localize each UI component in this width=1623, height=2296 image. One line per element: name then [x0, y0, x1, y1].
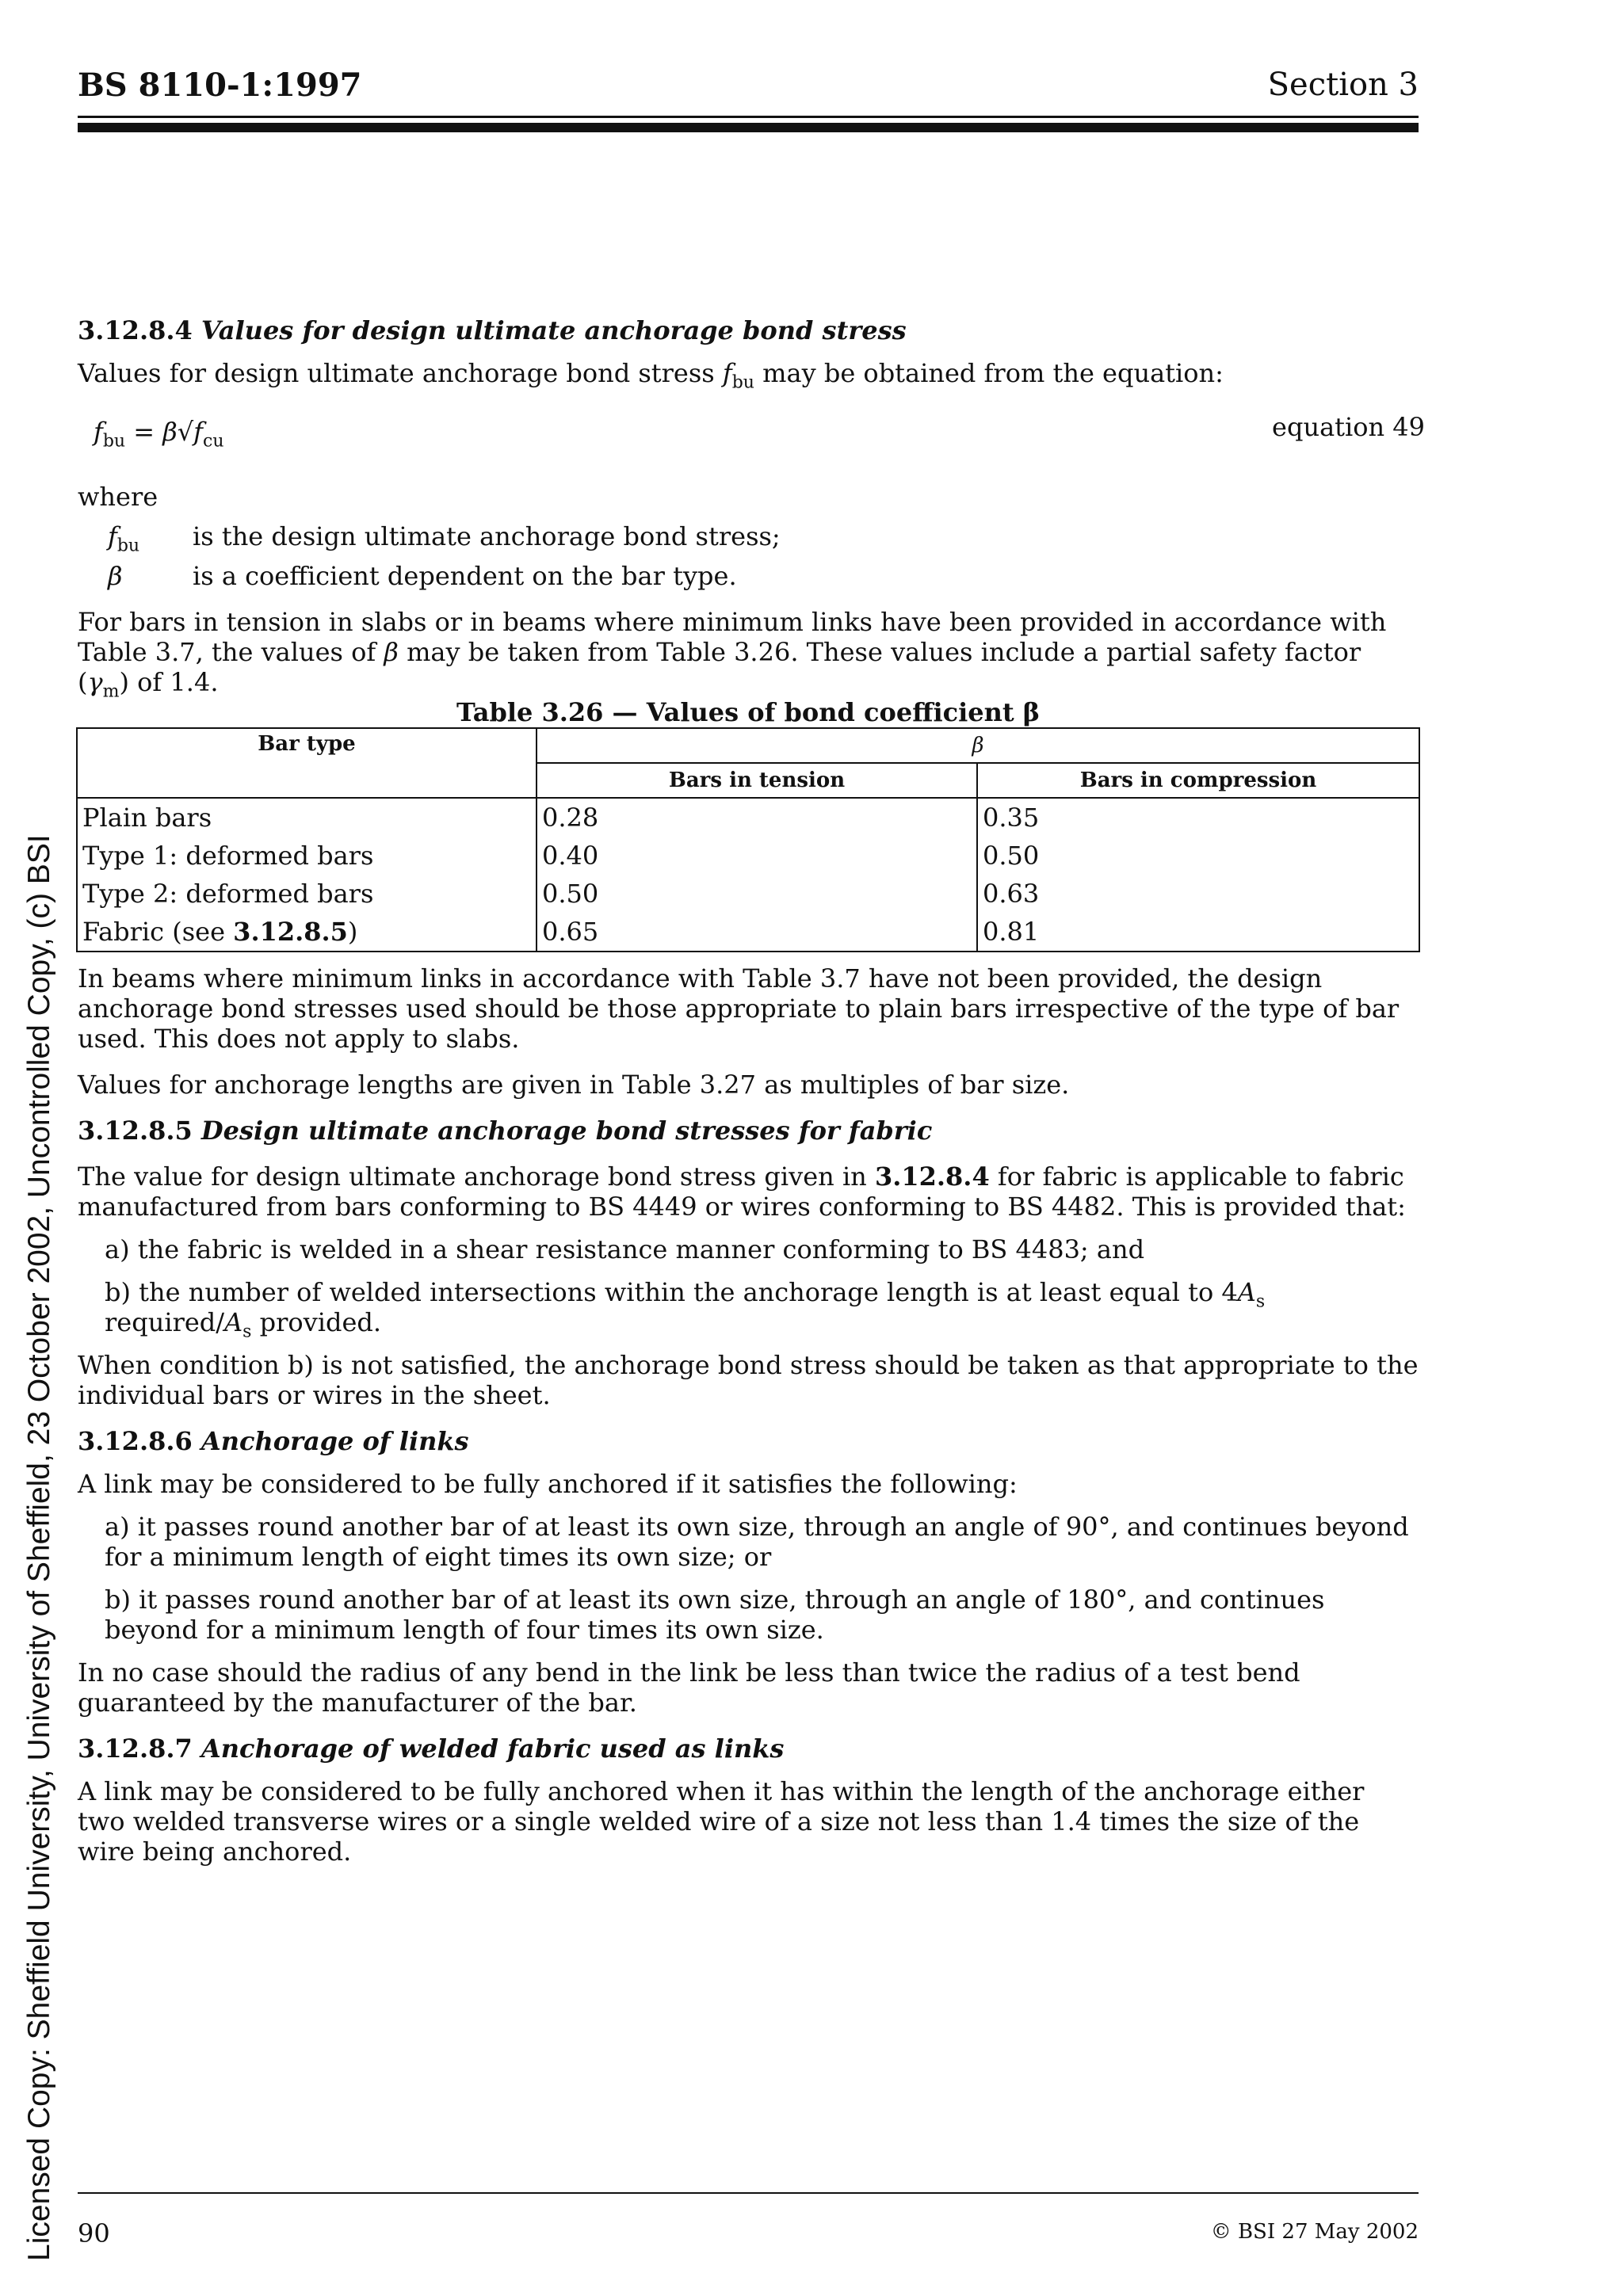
welded-fabric-paragraph: A link may be considered to be fully anchored when it has within the length of the anchorage either two welded transverse wires or a single welded wire of a size not less than 1.4 times the size of the wire being anchored. — [78, 1776, 1365, 1867]
links-paragraph: A link may be considered to be fully anchored if it satisfies the following: — [78, 1469, 1018, 1499]
bend-radius-paragraph: In no case should the radius of any bend in the link be less than twice the radius of a test bend guaranteed by the manufacturer of the bar. — [78, 1657, 1300, 1718]
table-row: Type 2: deformed bars 0.50 0.63 — [77, 875, 1419, 913]
beams-paragraph: In beams where minimum links in accordance with Table 3.7 have not been provided, the design anchorage bond stresses used should be those appropriate to plain bars irrespective of the type of bar used. This does not apply to slabs. — [78, 963, 1400, 1054]
standard-number: BS 8110-1:1997 — [78, 67, 362, 104]
copyright: © BSI 27 May 2002 — [1210, 2220, 1419, 2244]
definition-beta: β is a coefficient dependent on the bar type. — [108, 561, 737, 591]
fabric-condition-b: b) the number of welded intersections within the anchorage length is at least equal to $4A_s$ required/$A_s$ provided. — [105, 1277, 1266, 1342]
section-label: Section 3 — [1267, 67, 1419, 103]
header-tension: Bars in tension — [537, 763, 977, 798]
license-watermark: Licensed Copy: Sheffield University, University of Sheffield, 23 October 2002, Uncontrolled Copy, (c) BSI — [22, 834, 56, 2261]
table-title: Table 3.26 — Values of bond coefficient β — [456, 697, 1041, 727]
definition-fbu: $f_{bu}$ is the design ultimate anchorage bond stress; — [108, 521, 781, 556]
header-compression: Bars in compression — [977, 763, 1419, 798]
header-rule-thick — [78, 123, 1419, 132]
page-number: 90 — [78, 2218, 110, 2248]
heading-3-12-8-5: 3.12.8.5 Design ultimate anchorage bond stresses for fabric — [78, 1116, 933, 1146]
equation-49 — [78, 412, 1425, 452]
where-label: where — [78, 482, 158, 512]
equation-label: equation 49 — [1272, 412, 1425, 442]
intro-paragraph: Values for design ultimate anchorage bond stress $f_{bu}$ may be obtained from the equation: — [78, 358, 1224, 393]
equation-formula: $f_{bu} = \beta√f_{cu}$ — [94, 417, 224, 452]
footer-rule — [78, 2192, 1419, 2194]
tension-paragraph: For bars in tension in slabs or in beams where minimum links have been provided in accordance with Table 3.7, the values of β may be taken from Table 3.26. These values include a partial safety factor $(\gamma_m)$ of 1.4. — [78, 607, 1387, 702]
table-row: Fabric (see 3.12.8.5) 0.65 0.81 — [77, 913, 1419, 952]
page-body — [78, 315, 1425, 1867]
bond-coefficient-table — [76, 727, 1420, 952]
fabric-paragraph: The value for design ultimate anchorage bond stress given in 3.12.8.4 for fabric is applicable to fabric manufactured from bars conforming to BS 4449 or wires conforming to BS 4482. This is provided that: — [78, 1161, 1406, 1222]
header-beta: β — [537, 728, 1419, 763]
table-row: Type 1: deformed bars 0.40 0.50 — [77, 837, 1419, 875]
heading-3-12-8-6: 3.12.8.6 Anchorage of links — [78, 1426, 469, 1456]
heading-3-12-8-4: 3.12.8.4 Values for design ultimate anchorage bond stress — [78, 315, 907, 345]
link-condition-b: b) it passes round another bar of at least its own size, through an angle of 180°, and continues beyond for a minimum length of four times its own size. — [105, 1585, 1325, 1645]
condition-b-paragraph: When condition b) is not satisfied, the anchorage bond stress should be taken as that appropriate to the individual bars or wires in the sheet. — [78, 1350, 1419, 1410]
header-rule-thin — [78, 116, 1419, 118]
fabric-condition-a: a) the fabric is welded in a shear resistance manner conforming to BS 4483; and — [105, 1234, 1145, 1264]
heading-3-12-8-7: 3.12.8.7 Anchorage of welded fabric used as links — [78, 1733, 785, 1764]
header-bar-type: Bar type — [77, 728, 537, 798]
table-row: Plain bars 0.28 0.35 — [77, 798, 1419, 837]
anchorage-lengths-paragraph: Values for anchorage lengths are given in Table 3.27 as multiples of bar size. — [78, 1070, 1070, 1100]
link-condition-a: a) it passes round another bar of at least its own size, through an angle of 90°, and continues beyond for a minimum length of eight times its own size; or — [105, 1512, 1409, 1572]
